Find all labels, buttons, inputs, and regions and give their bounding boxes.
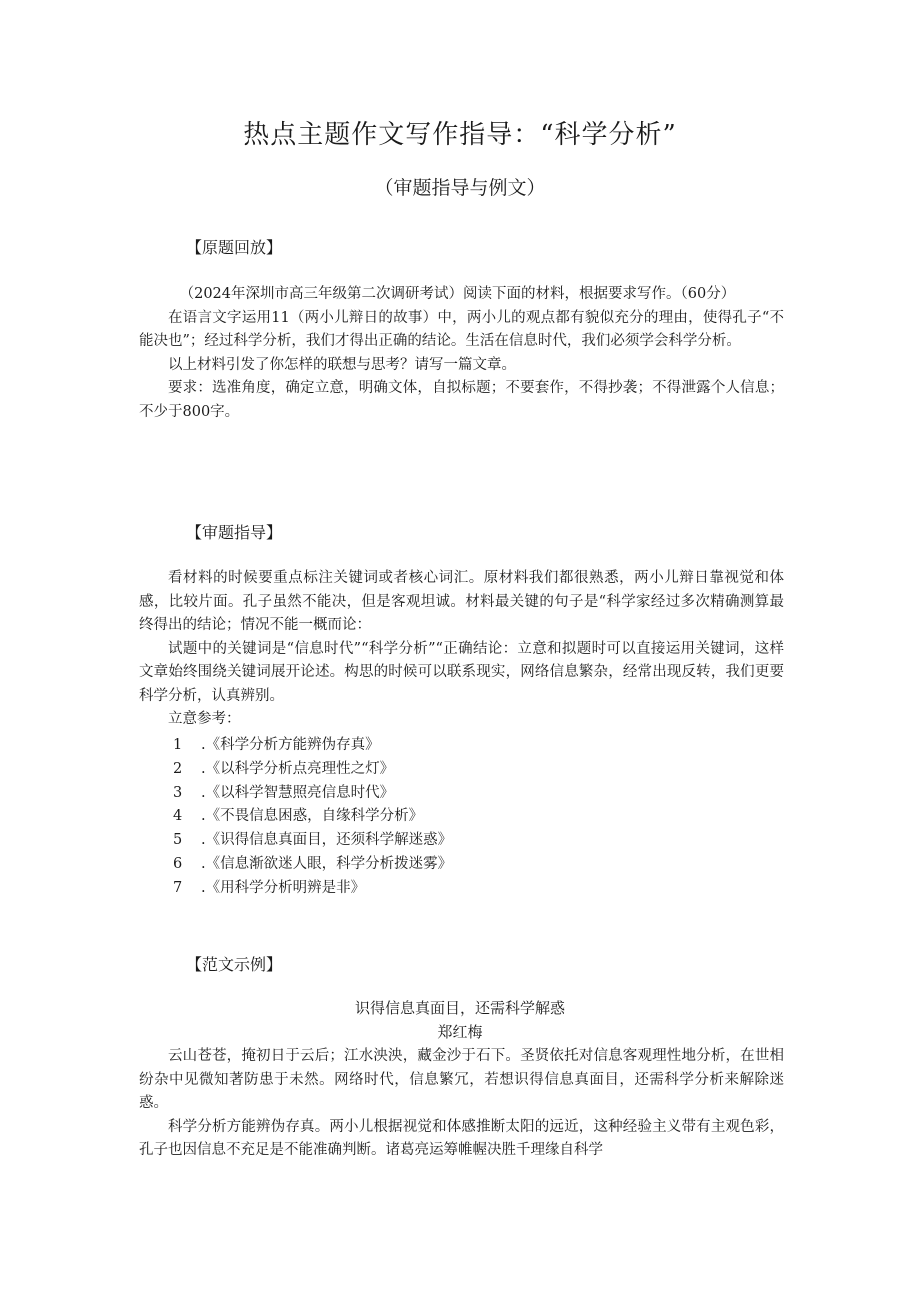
paragraph: 试题中的关键词是“信息时代”“科学分析”“正确结论：立意和拟题时可以直接运用关键词，这样文章始终围绕关键词展开论述。构思的时候可以联系现实，网络信息繁杂，经常出现反转，我们更要科学分析，认真辨别。	[139, 640, 784, 704]
paragraph: 云山苍苍，掩初日于云后；江水泱泱，藏金沙于石下。圣贤依托对信息客观理性地分析，在世相纷杂中见微知著防患于未然。网络时代，信息繁冗，若想识得信息真面目，还需科学分析来解除迷惑。	[139, 1048, 784, 1111]
paragraph: 要求：选准角度，确定立意，明确文体，自拟标题；不要套作，不得抄袭；不得泄露个人信息；不少于800字。	[139, 380, 784, 420]
paragraph: （2024年深圳市高三年级第二次调研考试）阅读下面的材料，根据要求写作。（60分）	[179, 286, 736, 302]
document-title: 热点主题作文写作指导：“科学分析”	[243, 120, 677, 150]
idea-list	[173, 734, 452, 901]
list-item: 3 .《以科学智慧照亮信息时代》	[173, 784, 395, 801]
paragraph: 立意参考：	[168, 711, 241, 727]
essay-body	[139, 1045, 784, 1163]
guidance-heading: 【审题指导】	[186, 523, 283, 542]
list-item: 2 .《以科学分析点亮理性之灯》	[173, 760, 395, 777]
sample-heading: 【范文示例】	[186, 955, 283, 974]
essay-author: 郑红梅	[437, 1023, 483, 1041]
list-item: 6 .《信息渐欲迷人眼，科学分析拨迷雾》	[173, 855, 453, 872]
list-item: 1 .《科学分析方能辨伪存真》	[173, 737, 380, 753]
essay-title: 识得信息真面目，还需科学解惑	[354, 999, 565, 1017]
guidance-body	[139, 567, 784, 732]
document-subtitle: （审题指导与例文）	[374, 177, 546, 199]
list-item: 5 .《识得信息真面目，还须科学解迷惑》	[173, 832, 453, 849]
original-heading: 【原题回放】	[186, 238, 283, 257]
original-body	[139, 283, 784, 424]
list-item: 7 .《用科学分析明辨是非》	[173, 879, 366, 896]
paragraph: 科学分析方能辨伪存真。两小儿根据视觉和体感推断太阳的远近，这种经验主义带有主观色彩，孔子也因信息不充足是不能准确判断。诸葛亮运筹帷幄决胜千理缘自科学	[139, 1118, 784, 1158]
list-item: 4 .《不畏信息困惑，自缘科学分析》	[173, 808, 424, 825]
paragraph: 看材料的时候要重点标注关键词或者核心词汇。原材料我们都很熟悉，两小儿辩日靠视觉和体感，比较片面。孔子虽然不能决，但是客观坦诚。材料最关键的句子是“科学家经过多次精确测算最终得出的结论；情况不能一概而论：	[139, 570, 784, 633]
paragraph: 以上材料引发了你怎样的联想与思考？请写一篇文章。	[168, 356, 516, 373]
paragraph: 在语言文字运用11（两小儿辩日的故事）中，两小儿的观点都有貌似充分的理由，使得孔子“不能决也”；经过科学分析，我们才得出正确的结论。生活在信息时代，我们必须学会科学分析。	[139, 309, 784, 349]
